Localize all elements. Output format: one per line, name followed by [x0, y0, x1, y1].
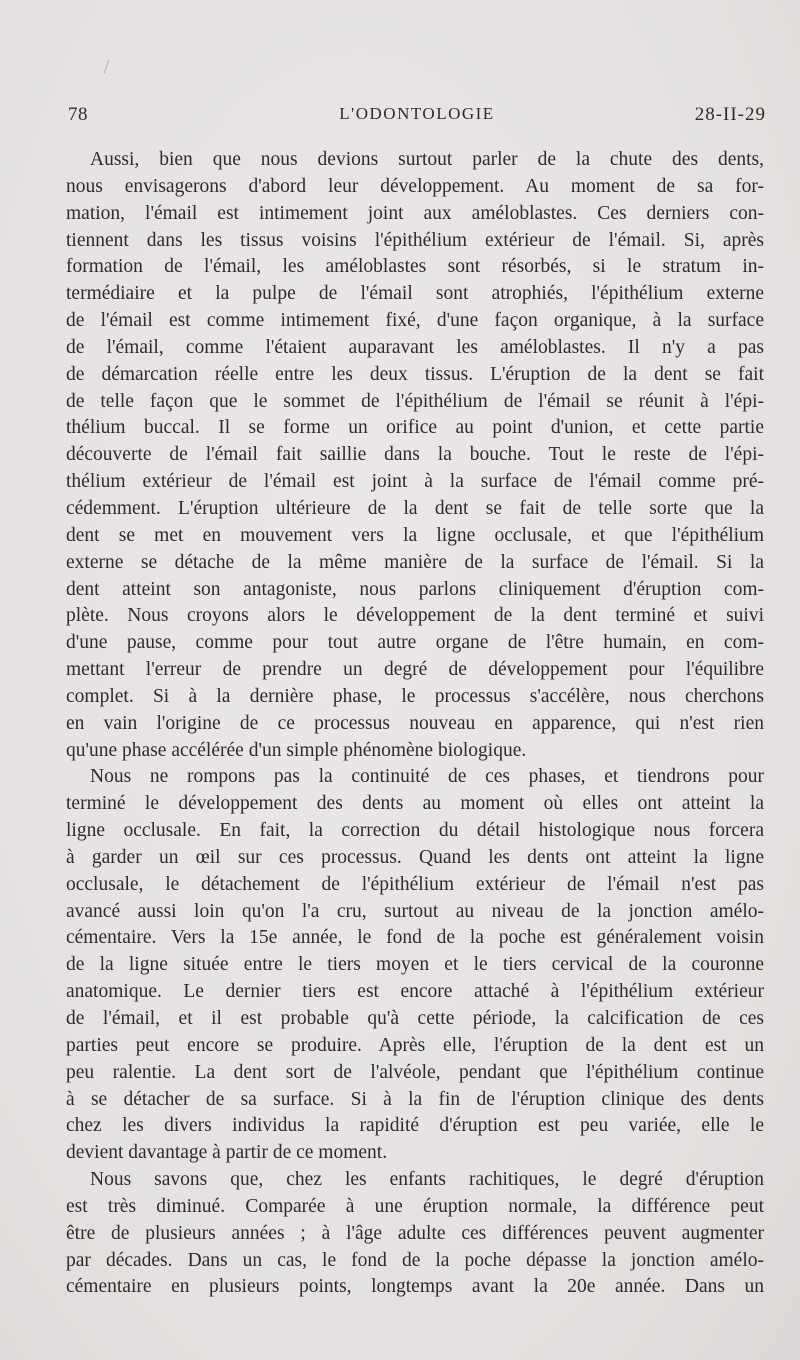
text-line: en vain l'origine de ce processus nouveau en apparence, qui n'est rien — [66, 712, 764, 734]
text-line: cémentaire en plusieurs points, longtemps avant la 20e année. Dans un — [66, 1276, 764, 1298]
text-line: terminé le développement des dents au moment où elles ont atteint la — [66, 793, 764, 815]
text-line: occlusale, le détachement de l'épithélium extérieur de l'émail n'est pas — [66, 873, 764, 895]
issue-date: 28-II-29 — [694, 104, 766, 125]
text-line: chez les divers individus la rapidité d'éruption est peu variée, elle le — [66, 1115, 764, 1137]
text-line: de démarcation réelle entre les deux tissus. L'éruption de la dent se fait — [66, 363, 764, 385]
text-line: thélium buccal. Il se forme un orifice au point d'union, et cette partie — [66, 417, 764, 439]
text-line: par décades. Dans un cas, le fond de la poche dépasse la jonction amélo- — [66, 1249, 764, 1271]
text-line: nous envisagerons d'abord leur développement. Au moment de sa for- — [66, 175, 764, 197]
running-title: L'ODONTOLOGIE — [339, 104, 495, 123]
text-line: tiennent dans les tissus voisins l'épithélium extérieur de l'émail. Si, après — [66, 229, 764, 251]
text-line: parties peut encore se produire. Après elle, l'éruption de la dent est un — [66, 1034, 764, 1056]
text-line: dent atteint son antagoniste, nous parlons cliniquement d'éruption com- — [66, 578, 764, 600]
body-text — [66, 147, 764, 1301]
text-line: qu'une phase accélérée d'un simple phénomène biologique. — [66, 739, 527, 761]
text-line: devient davantage à partir de ce moment. — [66, 1142, 388, 1164]
text-line: de l'émail, et il est probable qu'à cette période, la calcification de ces — [66, 1008, 764, 1029]
text-line: externe se détache de la même manière de la surface de l'émail. Si la — [66, 551, 764, 573]
text-line: mation, l'émail est intimement joint aux améloblastes. Ces derniers con- — [66, 202, 764, 224]
text-line: de la ligne située entre le tiers moyen et le tiers cervical de la couronne — [66, 954, 764, 976]
page-header — [68, 104, 766, 132]
text-line: découverte de l'émail fait saillie dans la bouche. Tout le reste de l'épi- — [66, 444, 764, 466]
text-line: Nous savons que, chez les enfants rachitiques, le degré d'éruption — [90, 1169, 764, 1191]
text-line: à garder un œil sur ces processus. Quand les dents ont atteint la ligne — [66, 846, 764, 868]
text-line: mettant l'erreur de prendre un degré de développement pour l'équilibre — [66, 659, 764, 681]
text-line: de telle façon que le sommet de l'épithélium de l'émail se réunit à l'épi- — [66, 390, 764, 412]
text-line: Nous ne rompons pas la continuité de ces phases, et tiendrons pour — [90, 766, 764, 788]
text-line: cédemment. L'éruption ultérieure de la dent se fait de telle sorte que la — [66, 497, 764, 519]
text-line: termédiaire et la pulpe de l'émail sont atrophiés, l'épithélium externe — [66, 283, 764, 305]
text-line: ligne occlusale. En fait, la correction du détail histologique nous forcera — [66, 820, 764, 842]
text-line: avancé aussi loin qu'on l'a cru, surtout au niveau de la jonction amélo- — [66, 900, 764, 922]
text-line: à se détacher de sa surface. Si à la fin de l'éruption clinique des dents — [66, 1088, 764, 1110]
text-line: de l'émail est comme intimement fixé, d'une façon organique, à la surface — [66, 310, 764, 332]
text-line: anatomique. Le dernier tiers est encore attaché à l'épithélium extérieur — [66, 981, 764, 1003]
text-line: formation de l'émail, les améloblastes sont résorbés, si le stratum in- — [66, 256, 764, 278]
text-line: peu ralentie. La dent sort de l'alvéole, pendant que l'épithélium continue — [66, 1061, 764, 1083]
text-line: de l'émail, comme l'étaient auparavant les améloblastes. Il n'y a pas — [66, 336, 764, 358]
text-line: d'une pause, comme pour tout autre organe de l'être humain, en com- — [66, 632, 764, 654]
text-line: thélium extérieur de l'émail est joint à la surface de l'émail comme pré- — [66, 471, 764, 493]
text-line: être de plusieurs années ; à l'âge adulte ces différences peuvent augmenter — [66, 1222, 764, 1244]
margin-mark — [104, 60, 112, 74]
page-number: 78 — [68, 104, 88, 125]
text-line: plète. Nous croyons alors le développement de la dent terminé et suivi — [66, 605, 764, 627]
text-line: Aussi, bien que nous devions surtout parler de la chute des dents, — [90, 149, 764, 170]
text-line: est très diminué. Comparée à une éruption normale, la différence peut — [66, 1195, 764, 1217]
text-line: complet. Si à la dernière phase, le processus s'accélère, nous cherchons — [66, 685, 764, 707]
text-line: dent se met en mouvement vers la ligne occlusale, et que l'épithélium — [66, 524, 764, 546]
text-line: cémentaire. Vers la 15e année, le fond de la poche est généralement voisin — [66, 927, 764, 949]
